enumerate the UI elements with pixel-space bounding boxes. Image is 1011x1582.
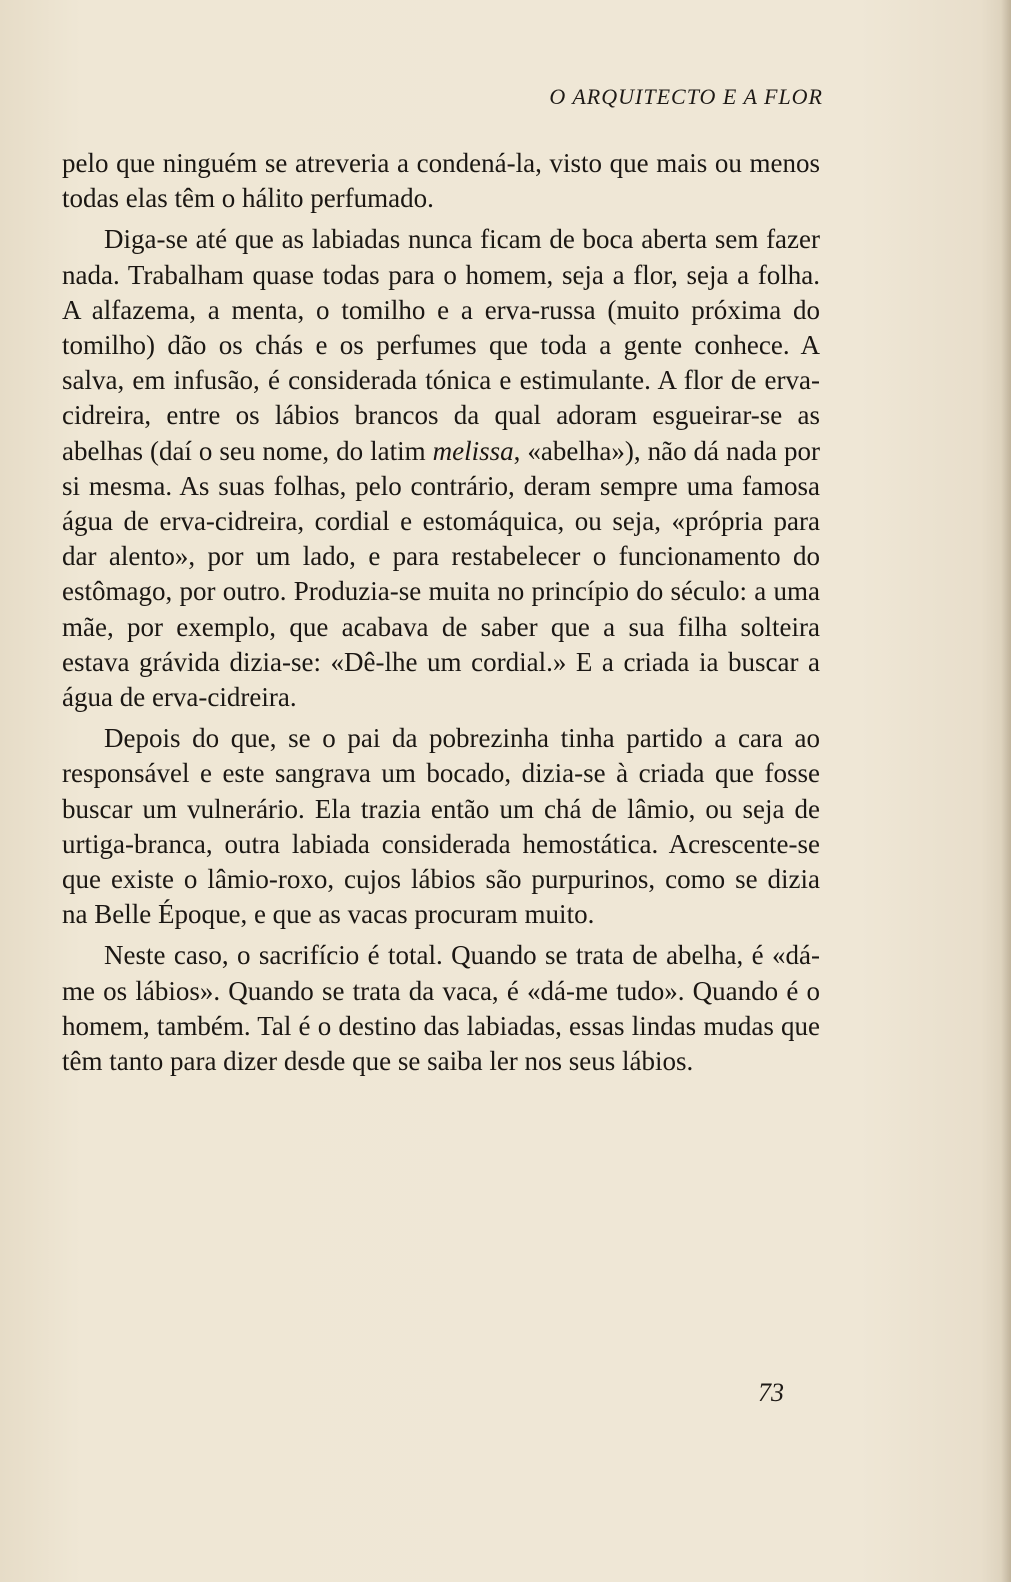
page-number: 73 <box>758 1378 784 1407</box>
paragraph-2-part-1: Diga-se até que as labiadas nunca ficam de boca aberta sem fazer nada. Trabalham quase todas para o homem, seja a flor, seja a folha. A alfazema, a menta, o tomilho e a erva-russa (muito próxima do tomilho) dão os chás e os perfumes que toda a gente conhece. A salva, em infusão, é considerada tónica e estimulante. A flor de erva-cidreira, entre os lábios brancos da qual adoram esgueirar-se as abelhas (daí o seu nome, do latim <box>62 224 820 466</box>
body-text <box>62 146 820 1079</box>
paragraph-4: Neste caso, o sacrifício é total. Quando se trata de abelha, é «dá-me os lábios». Quando se trata da vaca, é «dá-me tudo». Quando é o homem, também. Tal é o destino das labiadas, essas lindas mudas que têm tanto para dizer desde que se saiba ler nos seus lábios. <box>62 940 820 1077</box>
italic-term: melissa <box>432 435 514 466</box>
paragraph-3: Depois do que, se o pai da pobrezinha tinha partido a cara ao responsável e este sangrava um bocado, dizia-se à criada que fosse buscar um vulnerário. Ela trazia então um chá de lâmio, ou seja de urtiga-branca, outra labiada considerada hemostática. Acrescente-se que existe o lâmio-roxo, cujos lábios são purpurinos, como se dizia na Belle Époque, e que as vacas procuram muito. <box>62 723 820 930</box>
running-head: O ARQUITECTO E A FLOR <box>549 84 823 109</box>
paragraph-2 <box>62 222 820 715</box>
paragraph-2-part-2: , «abelha»), não dá nada por si mesma. As suas folhas, pelo contrário, deram sempre uma famosa água de erva-cidreira, cordial e estomáquica, ou seja, «própria para dar alento», por um lado, e para restabelecer o funcionamento do estômago, por outro. Produzia-se muita no princípio do século: a uma mãe, por exemplo, que acabava de saber que a sua filha solteira estava grávida dizia-se: «Dê-lhe um cordial.» E a criada ia buscar a água de erva-cidreira. <box>62 435 820 713</box>
page-edge-shadow <box>1001 0 1011 1582</box>
paragraph-1: pelo que ninguém se atreveria a condená-la, visto que mais ou menos todas elas têm o hálito perfumado. <box>62 148 820 214</box>
